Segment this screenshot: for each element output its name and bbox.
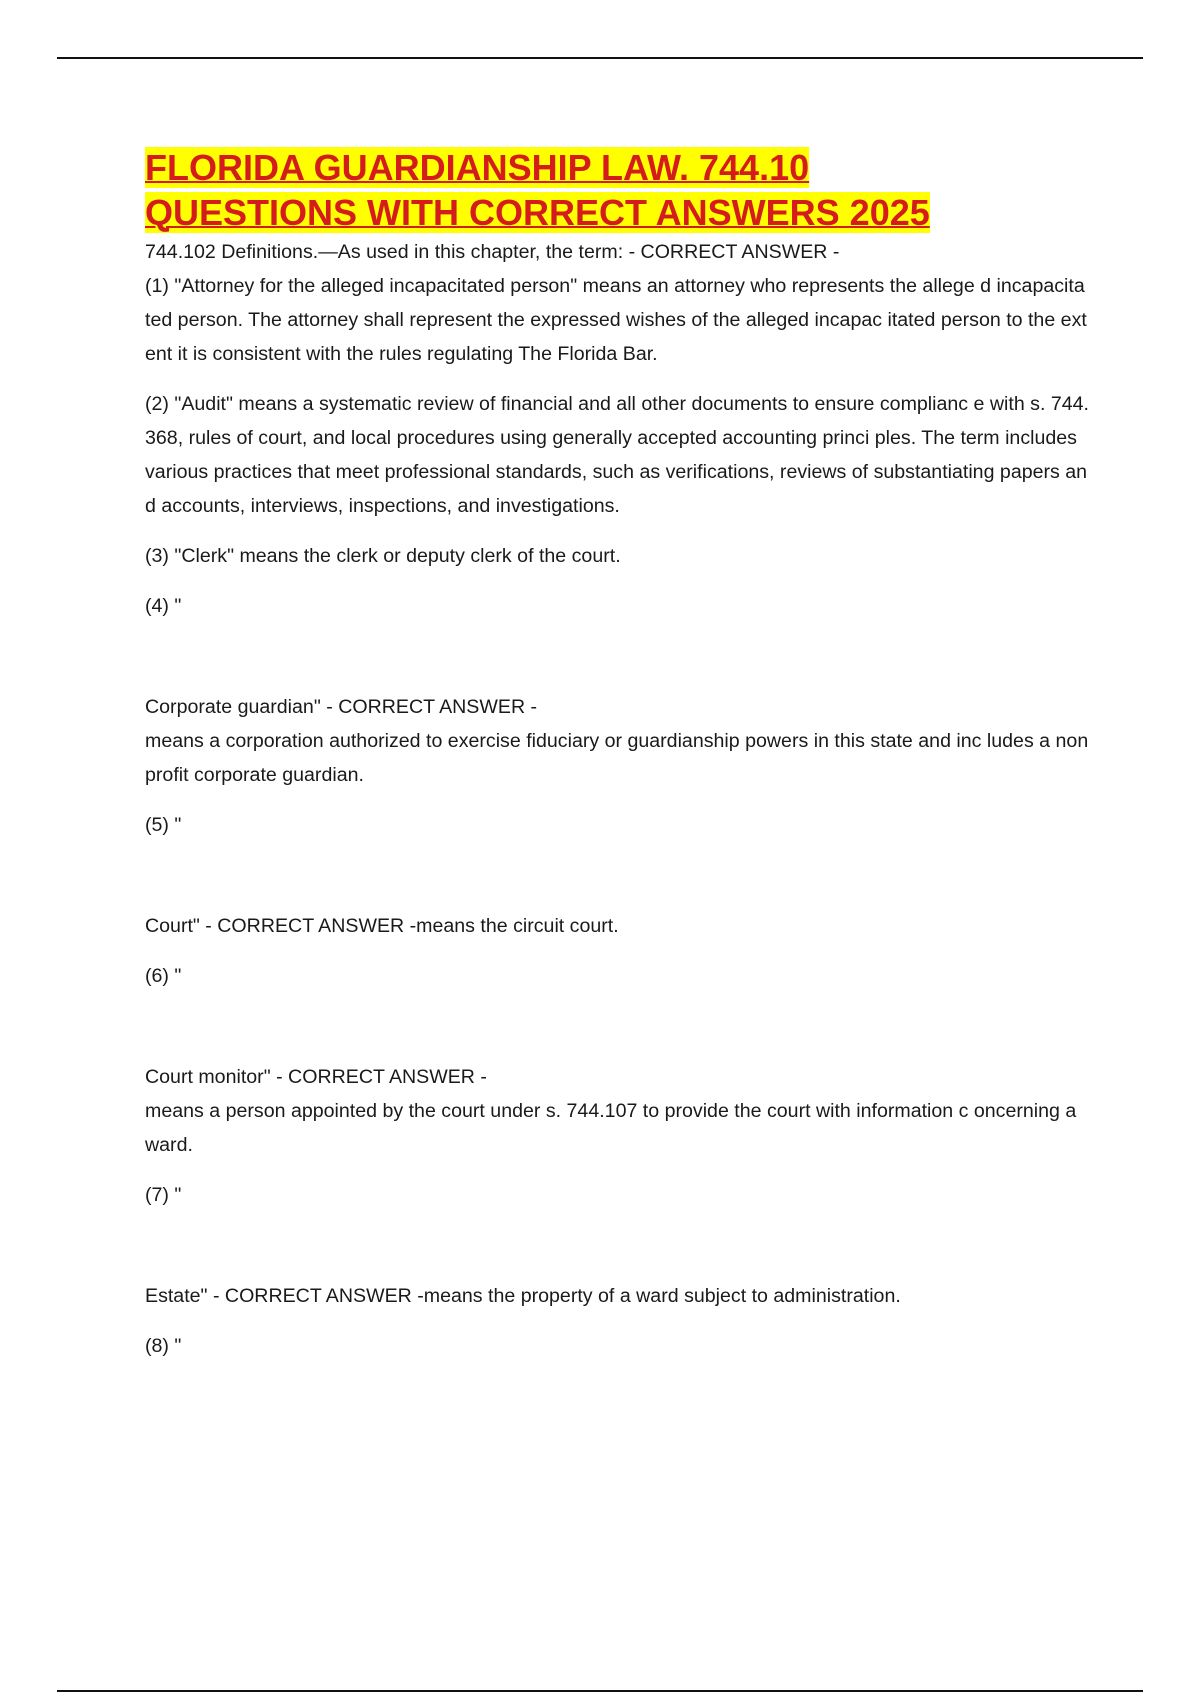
entry-7-number: (7) ": [145, 1184, 182, 1206]
entry-5-number: (5) ": [145, 814, 182, 836]
definition-2: (2) "Audit" means a systematic review of financial and all other documents to ensure complianc e with s. 744.368, rules of court, and local procedures using generally accepted accounting princi ples. The term includes various practices that meet professional standards, such as verifications, reviews of substantiating papers and accounts, interviews, inspections, and investigations.: [145, 393, 1089, 517]
document-title: [145, 145, 1090, 235]
title-line-2: QUESTIONS WITH CORRECT ANSWERS 2025: [145, 192, 930, 233]
top-rule: [57, 57, 1143, 59]
bottom-rule: [57, 1690, 1143, 1692]
definition-1: (1) "Attorney for the alleged incapacitated person" means an attorney who represents the allege d incapacitated person. The attorney shall represent the expressed wishes of the alleged incapac itated person to the extent it is consistent with the rules regulating The Florida Bar.: [145, 275, 1087, 365]
entry-4-answer: means a corporation authorized to exercise fiduciary or guardianship powers in this state and inc ludes a nonprofit corporate guardian.: [145, 730, 1089, 786]
spacer: [145, 1212, 1090, 1279]
entry-6-number: (6) ": [145, 965, 182, 987]
definitions-intro: 744.102 Definitions.—As used in this chapter, the term: - CORRECT ANSWER -: [145, 241, 840, 263]
entry-4-number: (4) ": [145, 595, 182, 617]
entry-6-answer: means a person appointed by the court under s. 744.107 to provide the court with information c oncerning a ward.: [145, 1100, 1077, 1156]
definition-3: (3) "Clerk" means the clerk or deputy clerk of the court.: [145, 545, 621, 567]
spacer: [145, 842, 1090, 909]
document-body: [145, 145, 1090, 1363]
entry-6-question: Court monitor" - CORRECT ANSWER -: [145, 1066, 487, 1088]
entry-5-question: Court" - CORRECT ANSWER -means the circuit court.: [145, 915, 619, 937]
entry-4-question: Corporate guardian" - CORRECT ANSWER -: [145, 696, 538, 718]
entry-7-question: Estate" - CORRECT ANSWER -means the property of a ward subject to administration.: [145, 1285, 901, 1307]
spacer: [145, 623, 1090, 690]
spacer: [145, 993, 1090, 1060]
entry-8-number: (8) ": [145, 1335, 182, 1357]
title-line-1: FLORIDA GUARDIANSHIP LAW. 744.10: [145, 147, 810, 188]
